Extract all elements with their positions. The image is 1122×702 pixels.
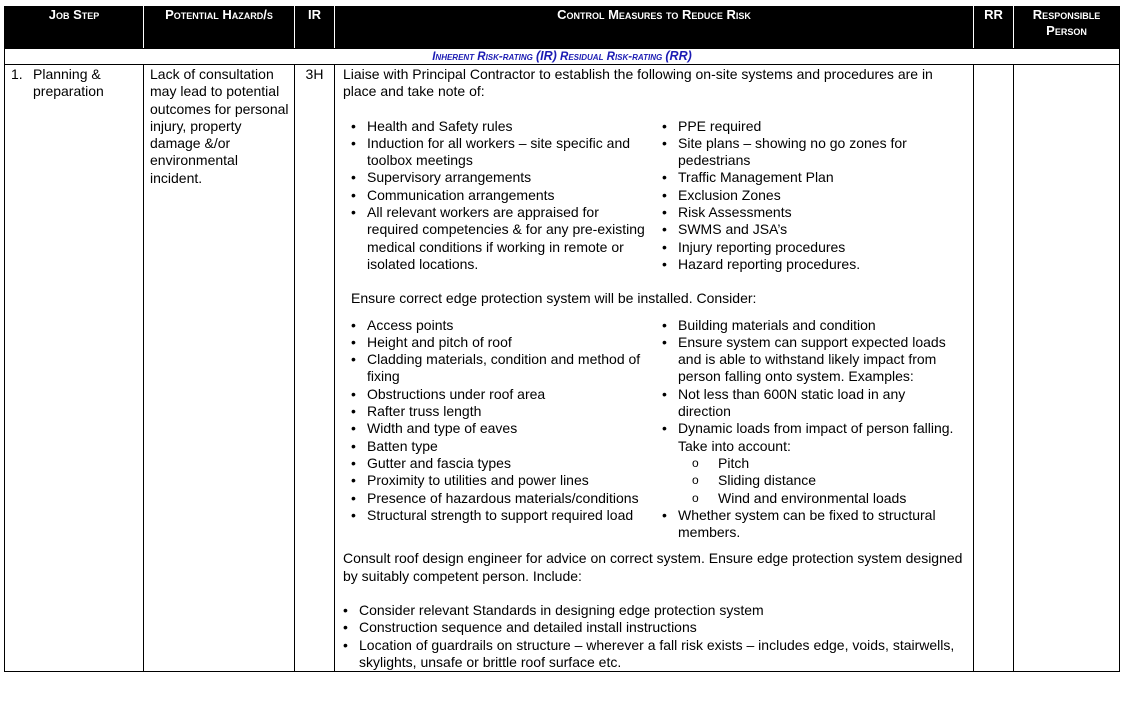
list-item: • Dynamic loads from impact of person falling. Take into account: xyxy=(662,420,954,455)
responsible-person-cell xyxy=(1014,65,1120,672)
list-item: • Rafter truss length xyxy=(351,403,654,420)
risk-legend-row xyxy=(5,49,1120,65)
consult-intro: Consult roof design engineer for advice on correct system. Ensure edge protection system designed by suitably competent person. Include: xyxy=(343,550,963,584)
step-label: Planning & preparation xyxy=(33,66,104,100)
legend-inherent: Inherent Risk-rating xyxy=(432,51,537,63)
list-item: • Building materials and condition xyxy=(662,317,954,334)
list-item: • Gutter and fascia types xyxy=(351,455,654,472)
jsa-table xyxy=(4,6,1120,672)
legend-ir-code: (IR) xyxy=(536,49,557,63)
legend-residual: Residual Risk-rating xyxy=(556,51,666,63)
list-item: • Presence of hazardous materials/conditions xyxy=(351,490,654,507)
dynamic-load-factors-list xyxy=(654,455,954,507)
list-item: • PPE required xyxy=(662,118,954,135)
header-responsible-person: Responsible Person xyxy=(1014,7,1120,49)
header-job-step: Job Step xyxy=(5,7,144,49)
consult-list xyxy=(343,602,965,671)
table-row xyxy=(5,65,1120,672)
list-item: • Batten type xyxy=(351,438,654,455)
header-control-measures: Control Measures to Reduce Risk xyxy=(335,7,974,49)
list-item: • Supervisory arrangements xyxy=(351,169,654,186)
list-item: • Cladding materials, condition and method of fixing xyxy=(351,351,654,386)
list-item: • Health and Safety rules xyxy=(351,118,654,135)
control-measures-cell xyxy=(335,65,974,672)
list-item: • Proximity to utilities and power lines xyxy=(351,472,654,489)
onsite-left-list xyxy=(343,118,654,274)
list-item: o Wind and environmental loads xyxy=(692,490,954,507)
list-item: • Height and pitch of roof xyxy=(351,334,654,351)
list-item: • All relevant workers are appraised for required competencies & for any pre-existing medical conditions if working in remote or isolated locations. xyxy=(351,204,654,273)
ir-rating: 3H xyxy=(295,65,335,672)
header-row xyxy=(5,7,1120,49)
list-item: • Hazard reporting procedures. xyxy=(662,256,954,273)
edge-right-list xyxy=(654,317,954,455)
list-item: • Construction sequence and detailed install instructions xyxy=(343,619,965,636)
header-rr: RR xyxy=(974,7,1014,49)
header-potential-hazards: Potential Hazard/s xyxy=(144,7,295,49)
hazard-cell: Lack of consultation may lead to potential outcomes for personal injury, property damage &/or environmental incident. xyxy=(144,65,295,672)
onsite-right-list xyxy=(654,118,954,274)
list-item: • Access points xyxy=(351,317,654,334)
onsite-systems-list xyxy=(343,118,965,274)
edge-left-list xyxy=(343,317,654,525)
list-item: • Structural strength to support required load xyxy=(351,507,654,524)
list-item: • Site plans – showing no go zones for pedestrians xyxy=(662,135,954,170)
edge-intro: Ensure correct edge protection system will be installed. Consider: xyxy=(351,290,757,307)
list-item: • Exclusion Zones xyxy=(662,187,954,204)
list-item: o Sliding distance xyxy=(692,472,954,489)
header-ir: IR xyxy=(295,7,335,49)
list-item: • Communication arrangements xyxy=(351,187,654,204)
list-item: • Width and type of eaves xyxy=(351,420,654,437)
onsite-intro: Liaise with Principal Contractor to establish the following on-site systems and procedures are in place and take note of: xyxy=(343,66,933,100)
list-item: • Risk Assessments xyxy=(662,204,954,221)
list-item: • Ensure system can support expected loads and is able to withstand likely impact from person falling onto system. Examples: xyxy=(662,334,954,386)
edge-right-list-end xyxy=(654,507,954,542)
legend-rr-code: (RR) xyxy=(665,49,692,63)
list-item: • Traffic Management Plan xyxy=(662,169,954,186)
risk-legend xyxy=(5,49,1120,65)
rr-rating xyxy=(974,65,1014,672)
list-item: • Whether system can be fixed to structural members. xyxy=(662,507,954,542)
job-step-cell xyxy=(5,65,144,672)
list-item: • SWMS and JSA’s xyxy=(662,221,954,238)
list-item: • Obstructions under roof area xyxy=(351,386,654,403)
list-item: • Location of guardrails on structure – wherever a fall risk exists – includes edge, voids, stairwells, skylights, unsafe or brittle roof surface etc. xyxy=(343,637,965,672)
list-item: o Pitch xyxy=(692,455,954,472)
list-item: • Induction for all workers – site specific and toolbox meetings xyxy=(351,135,654,170)
edge-considerations-list xyxy=(343,317,965,542)
step-number: 1. xyxy=(11,66,23,82)
list-item: • Not less than 600N static load in any direction xyxy=(662,386,954,421)
list-item: • Injury reporting procedures xyxy=(662,239,954,256)
list-item: • Consider relevant Standards in designing edge protection system xyxy=(343,602,965,619)
